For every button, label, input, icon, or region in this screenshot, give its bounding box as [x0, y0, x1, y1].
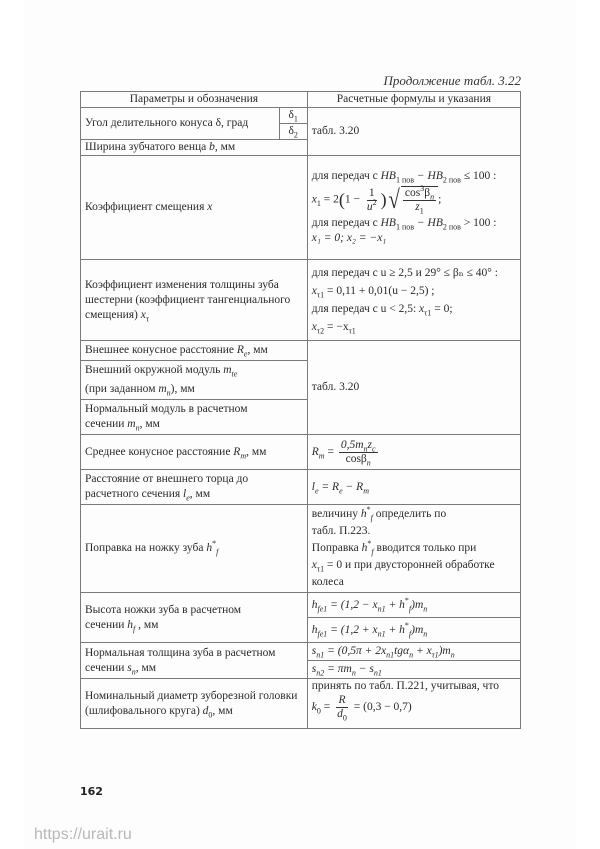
formula-xt: для передач с u ≥ 2,5 и 29° ≤ βₙ ≤ 40° : $x_{\tau 1} = 0,11 + 0,01(u - 2,5)$ ; для передач с u < 2,5: $x_{\tau 1} = 0$; $x_{\tau 2} = -x_{\tau 1}$	[307, 260, 520, 341]
table-row-re	[81, 341, 521, 361]
param-delta: Угол делительного конуса δ, град	[81, 108, 280, 140]
symbol-delta2: $\delta_2$	[279, 124, 307, 140]
table-header-row	[81, 92, 521, 108]
formula-rm: $R_m$ = $\frac{0,5m_nz_c}{\cos\beta_n}$	[307, 435, 520, 470]
param-mte: Внешний окружной модуль $m_{te}$ (при заданном $m_n$), мм	[81, 361, 308, 400]
formula-sn1: $s_{n1} = (0,5\pi + 2x_{n1}tg\alpha_n + x_{\tau 1})m_n$	[307, 643, 520, 661]
param-le: Расстояние от внешнего торца до расчетного сечения $l_e$, мм	[81, 470, 308, 505]
parameters-table	[80, 91, 521, 729]
table-row-hf-star	[81, 505, 521, 593]
table-row-rm	[81, 435, 521, 470]
param-hf: Высота ножки зуба в расчетном сечении $h_f$ , мм	[81, 593, 308, 643]
param-x: Коэффициент смещения x	[81, 156, 308, 260]
param-mn: Нормальный модуль в расчетном сечении $m_n$, мм	[81, 400, 308, 435]
header-formulas: Расчетные формулы и указания	[307, 92, 520, 108]
source-url: https://urait.ru	[34, 826, 132, 843]
param-xt: Коэффициент изменения толщины зуба шестерни (коэффициент тангенциального смещения) $x_\tau$	[81, 260, 308, 341]
param-rm: Среднее конусное расстояние $R_m$, мм	[81, 435, 308, 470]
formula-x	[307, 156, 520, 260]
table-row-sn	[81, 643, 521, 661]
formula-le: $l_e = R_e - R_m$	[307, 470, 520, 505]
formula-sn2: $s_{n2} = \pi m_n - s_{n1}$	[307, 661, 520, 679]
page-number: 162	[80, 785, 103, 798]
table-row-hf	[81, 593, 521, 618]
table-row-xt	[81, 260, 521, 341]
formula-delta-b: табл. 3.20	[307, 108, 520, 156]
formula-hf-star: величину $h^*_f$ определить по табл. П.223. Поправка $h^*_f$ вводится только при $x_{\tau 1} = 0$ и при двусторонней обработке колеса	[307, 505, 520, 593]
param-re: Внешнее конусное расстояние $R_e$, мм	[81, 341, 308, 361]
table-row-le	[81, 470, 521, 505]
formula-re-mte-mn: табл. 3.20	[307, 341, 520, 435]
param-d0: Номинальный диаметр зуборезной головки (шлифовального круга) $d_0$, мм	[81, 679, 308, 729]
header-params: Параметры и обозначения	[81, 92, 308, 108]
table-caption: Продолжение табл. 3.22	[383, 73, 521, 88]
table-row-delta	[81, 108, 521, 124]
formula-x2: x₁ = 0; x₂ = −x₁	[311, 232, 387, 244]
formula-d0: принять по табл. П.221, учитывая, что $k_0$ = $\frac{R}{d_0}$ = (0,3 − 0,7)	[307, 679, 520, 729]
table-row-d0	[81, 679, 521, 729]
param-sn: Нормальная толщина зуба в расчетном сечении $s_n$, мм	[81, 643, 308, 679]
param-hf-star: Поправка на ножку зуба $h^*_f$	[81, 505, 308, 593]
formula-x-cond1: для передач с $HB_{1 пов} - HB_{2 пов} \le 100$ :	[311, 170, 497, 185]
table-row-x	[81, 156, 521, 260]
formula-hf2: $h_{fe1} = (1,2 + x_{n1} + h^*_f)m_n$	[307, 618, 520, 643]
param-b: Ширина зубчатого венца b, мм	[81, 140, 308, 156]
symbol-delta1: $\delta_1$	[279, 108, 307, 124]
formula-x-cond2: для передач с $HB_{1 пов} - HB_{2 пов} > 100$ :	[311, 217, 497, 232]
formula-x1: $x_1 = 2(1$ − $\frac{1}{u^2}$ ) √ $\frac{\cos^3\beta_n}{z_1}$ ;	[311, 184, 442, 216]
formula-hf1: $h_{fe1} = (1,2 - x_{n1} + h^*_f)m_n$	[307, 593, 520, 618]
